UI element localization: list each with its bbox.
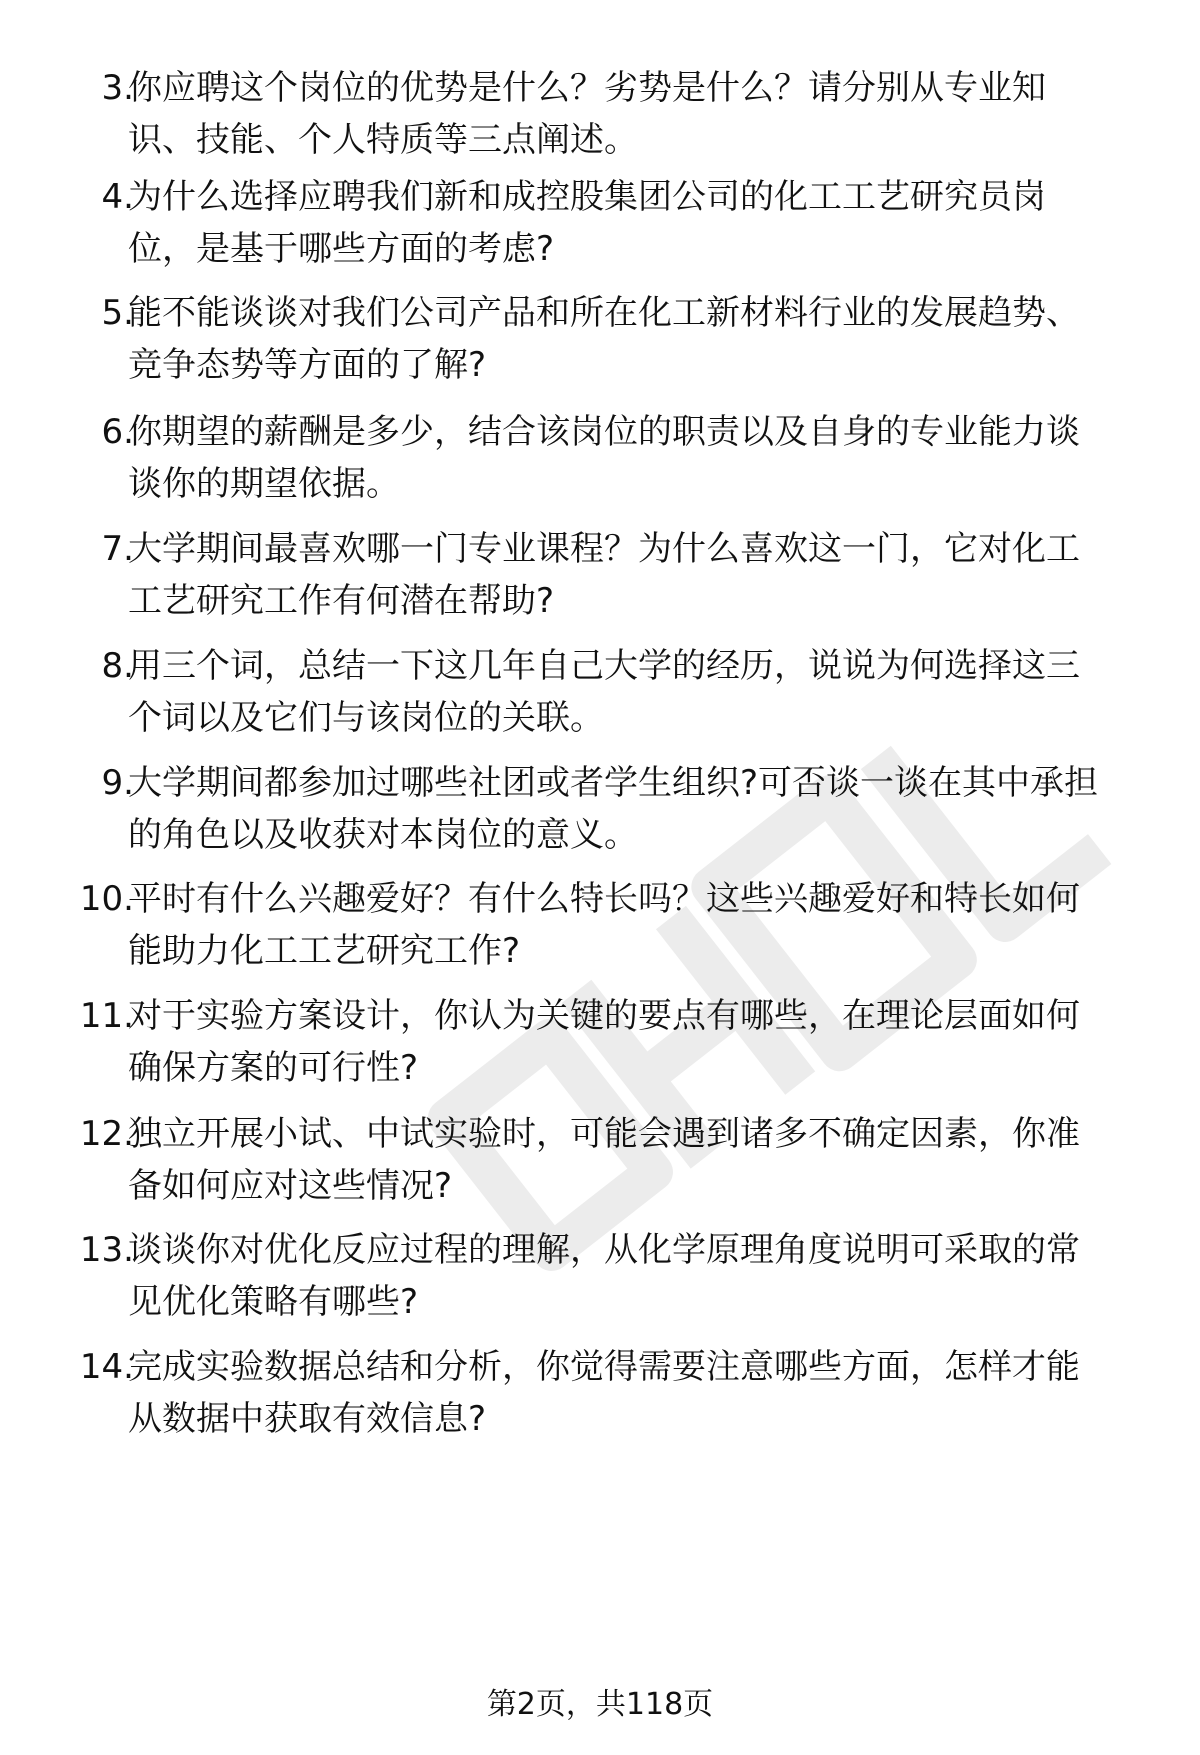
question-number: 14.	[79, 1347, 134, 1387]
question-item	[0, 757, 1200, 857]
question-text-line-1: 大学期间最喜欢哪一门专业课程？为什么喜欢这一门，它对化工	[128, 529, 1080, 569]
question-text-line-2: 从数据中获取有效信息?	[128, 1399, 487, 1439]
question-item	[0, 62, 1200, 162]
question-number: 9.	[101, 763, 134, 803]
question-text-line-1: 大学期间都参加过哪些社团或者学生组织?可否谈一谈在其中承担	[128, 763, 1099, 803]
question-text-line-1: 你期望的薪酬是多少，结合该岗位的职责以及自身的专业能力谈	[128, 412, 1080, 452]
question-item	[0, 1108, 1200, 1208]
question-number: 12.	[79, 1114, 134, 1154]
question-text-line-1: 为什么选择应聘我们新和成控股集团公司的化工工艺研究员岗	[128, 177, 1046, 217]
question-text-line-2: 竞争态势等方面的了解?	[128, 345, 487, 385]
question-text-line-2: 谈你的期望依据。	[128, 464, 400, 504]
question-item	[0, 523, 1200, 623]
question-text-line-2: 能助力化工工艺研究工作?	[128, 931, 521, 971]
question-text-line-1: 完成实验数据总结和分析，你觉得需要注意哪些方面，怎样才能	[128, 1347, 1080, 1387]
question-text-line-2: 见优化策略有哪些?	[128, 1282, 419, 1322]
question-number: 3.	[101, 68, 134, 108]
question-number: 5.	[101, 293, 134, 333]
question-item	[0, 1224, 1200, 1324]
question-text-line-2: 位，是基于哪些方面的考虑?	[128, 229, 555, 269]
question-item	[0, 171, 1200, 271]
question-text-line-2: 确保方案的可行性?	[128, 1048, 419, 1088]
question-item	[0, 640, 1200, 740]
question-text-line-2: 工艺研究工作有何潜在帮助?	[128, 581, 555, 621]
question-item	[0, 990, 1200, 1090]
question-number: 6.	[101, 412, 134, 452]
question-text-line-1: 用三个词，总结一下这几年自己大学的经历，说说为何选择这三	[128, 646, 1080, 686]
question-item	[0, 287, 1200, 387]
question-text-line-1: 对于实验方案设计，你认为关键的要点有哪些，在理论层面如何	[128, 996, 1080, 1036]
question-number: 4.	[101, 177, 134, 217]
question-text-line-1: 平时有什么兴趣爱好？有什么特长吗？这些兴趣爱好和特长如何	[128, 879, 1080, 919]
question-text-line-1: 谈谈你对优化反应过程的理解，从化学原理角度说明可采取的常	[128, 1230, 1080, 1270]
question-item	[0, 1341, 1200, 1441]
question-number: 11.	[79, 996, 134, 1036]
question-text-line-2: 个词以及它们与该岗位的关联。	[128, 698, 604, 738]
question-number: 13.	[79, 1230, 134, 1270]
question-item	[0, 406, 1200, 506]
question-text-line-2: 备如何应对这些情况?	[128, 1166, 453, 1206]
page-footer: 第2页，共118页	[486, 1687, 714, 1722]
question-item	[0, 873, 1200, 973]
question-text-line-1: 独立开展小试、中试实验时，可能会遇到诸多不确定因素，你准	[128, 1114, 1080, 1154]
question-text-line-2: 的角色以及收获对本岗位的意义。	[128, 815, 638, 855]
question-text-line-1: 能不能谈谈对我们公司产品和所在化工新材料行业的发展趋势、	[128, 293, 1080, 333]
question-number: 7.	[101, 529, 134, 569]
question-text-line-1: 你应聘这个岗位的优势是什么？劣势是什么？请分别从专业知	[128, 68, 1046, 108]
question-text-line-2: 识、技能、个人特质等三点阐述。	[128, 120, 638, 160]
question-number: 8.	[101, 646, 134, 686]
question-number: 10.	[79, 879, 134, 919]
